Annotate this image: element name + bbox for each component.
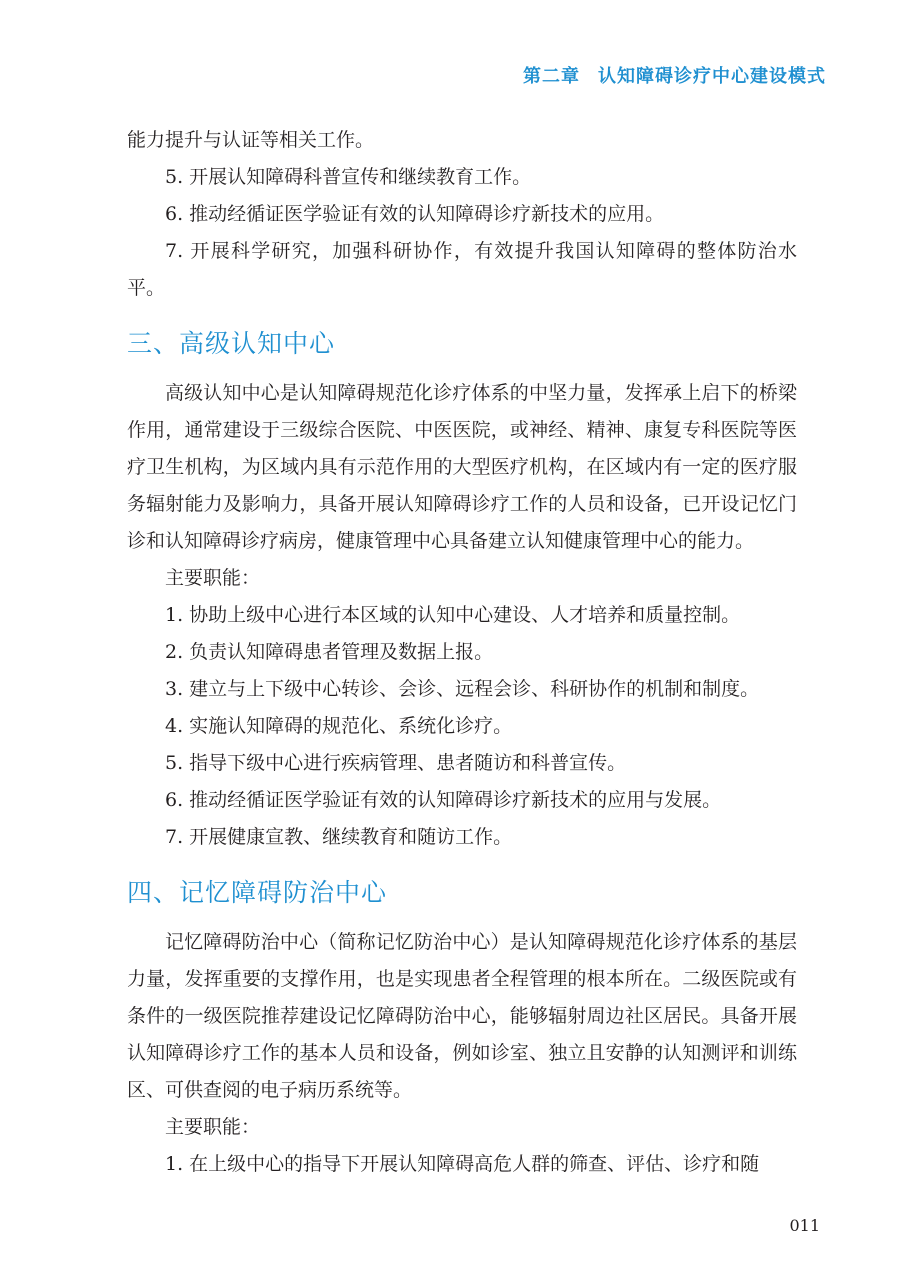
chapter-number: 第二章 — [523, 66, 580, 87]
list-item: 7. 开展健康宣教、继续教育和随访工作。 — [165, 826, 513, 848]
list-item: 2. 负责认知障碍患者管理及数据上报。 — [165, 641, 494, 663]
list-item: 6. 推动经循证医学验证有效的认知障碍诊疗新技术的应用。 — [165, 203, 665, 225]
list-item: 1. 在上级中心的指导下开展认知障碍高危人群的筛查、评估、诊疗和随 — [165, 1153, 760, 1175]
chapter-title: 认知障碍诊疗中心建设模式 — [598, 66, 826, 87]
list-item: 6. 推动经循证医学验证有效的认知障碍诊疗新技术的应用与发展。 — [165, 789, 722, 811]
section-heading: 四、记忆障碍防治中心 — [127, 878, 388, 907]
section-paragraph: 记忆障碍防治中心（简称记忆防治中心）是认知障碍规范化诊疗体系的基层力量，发挥重要的支撑作用，也是实现患者全程管理的根本所在。二级医院或有条件的一级医院推荐建设记忆障碍防治中心，能够辐射周边社区居民。具备开展认知障碍诊疗工作的基本人员和设备，例如诊室、独立且安静的认知测评和训练区、可供查阅的电子病历系统等。 — [127, 931, 797, 1101]
list-item: 1. 协助上级中心进行本区域的认知中心建设、人才培养和质量控制。 — [165, 604, 741, 626]
section-paragraph: 高级认知中心是认知障碍规范化诊疗体系的中坚力量，发挥承上启下的桥梁作用，通常建设于三级综合医院、中医医院，或神经、精神、康复专科医院等医疗卫生机构，为区域内具有示范作用的大型医疗机构，在区域内有一定的医疗服务辐射能力及影响力，具备开展认知障碍诊疗工作的人员和设备，已开设记忆门诊和认知障碍诊疗病房，健康管理中心具备建立认知健康管理中心的能力。 — [127, 382, 797, 552]
list-item: 4. 实施认知障碍的规范化、系统化诊疗。 — [165, 715, 513, 737]
continuation-text: 能力提升与认证等相关工作。 — [127, 129, 375, 151]
page-body — [127, 122, 797, 1183]
list-item: 7. 开展科学研究，加强科研协作，有效提升我国认知障碍的整体防治水平。 — [127, 240, 797, 299]
functions-label: 主要职能： — [165, 1116, 261, 1138]
section-heading: 三、高级认知中心 — [127, 329, 336, 358]
list-item: 3. 建立与上下级中心转诊、会诊、远程会诊、科研协作的机制和制度。 — [165, 678, 760, 700]
running-header — [523, 62, 826, 88]
page-number: 011 — [789, 1216, 820, 1235]
list-item: 5. 指导下级中心进行疾病管理、患者随访和科普宣传。 — [165, 752, 627, 774]
list-item: 5. 开展认知障碍科普宣传和继续教育工作。 — [165, 166, 532, 188]
functions-label: 主要职能： — [165, 567, 261, 589]
